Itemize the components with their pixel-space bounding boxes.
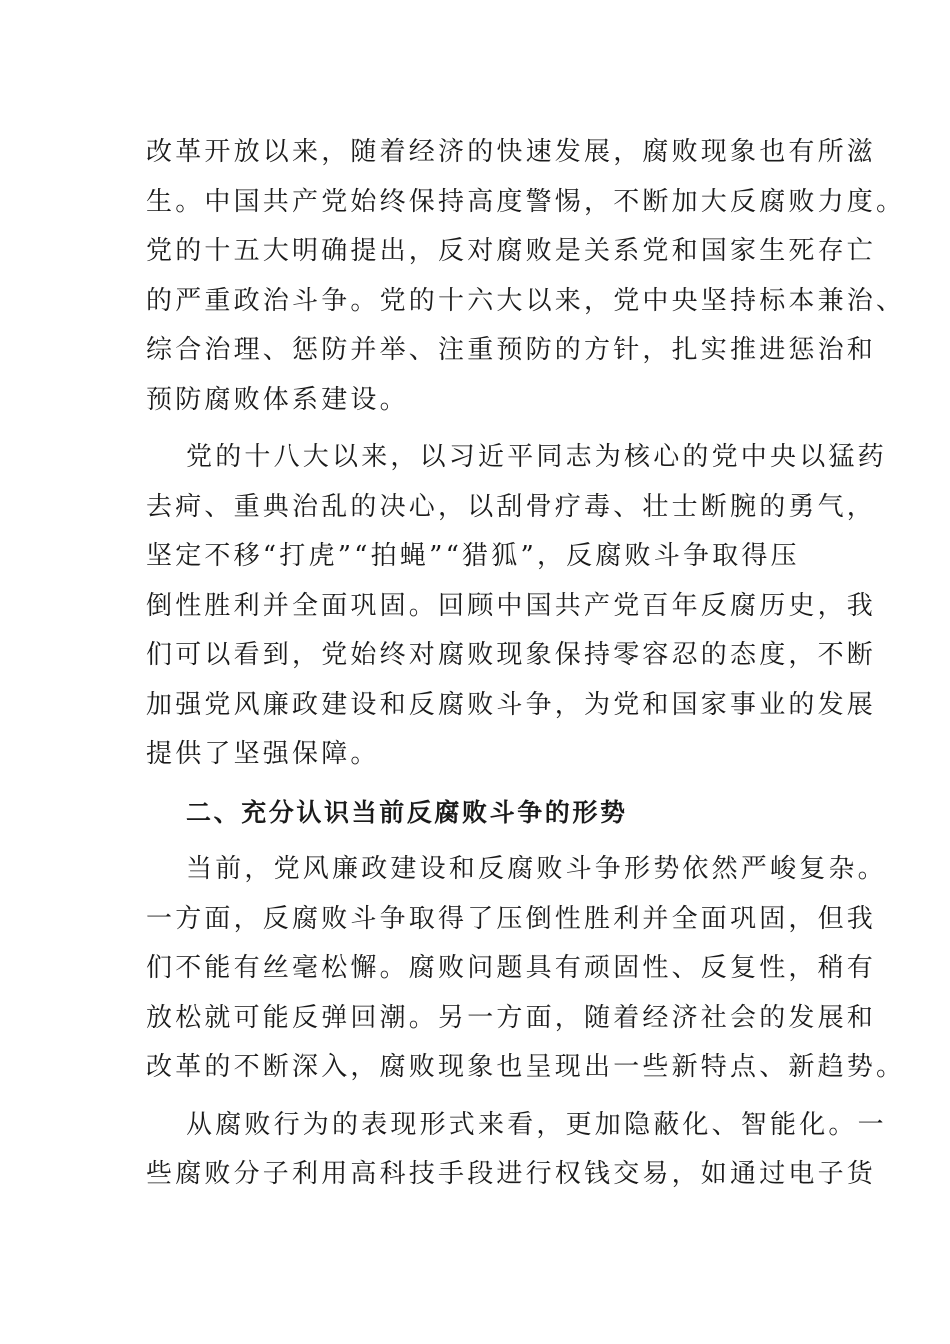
document-body — [146, 128, 906, 1200]
text-line: 党的十五大明确提出，反对腐败是关系党和国家生死存亡 — [146, 236, 877, 266]
text-line: 们可以看到，党始终对腐败现象保持零容忍的态度，不断 — [146, 640, 877, 670]
text-line: 改革的不断深入，腐败现象也呈现出一些新特点、新趋势。 — [146, 1052, 906, 1082]
text-line: 放松就可能反弹回潮。另一方面，随着经济社会的发展和 — [146, 1002, 877, 1033]
text-line: 提供了坚强保障。 — [146, 739, 380, 769]
text-line: 改革开放以来，随着经济的快速发展，腐败现象也有所滋 — [146, 137, 877, 167]
paragraph-3 — [146, 845, 906, 1093]
paragraph-1 — [146, 128, 906, 425]
text-line: 坚定不移“打虎”“拍蝇”“猎狐”，反腐败斗争取得压 — [146, 541, 800, 571]
text-line: 些腐败分子利用高科技手段进行权钱交易，如通过电子货 — [146, 1159, 877, 1189]
text-line: 们不能有丝毫松懈。腐败问题具有顽固性、反复性，稍有 — [146, 953, 877, 983]
section-heading — [146, 788, 806, 838]
text-line: 生。中国共产党始终保持高度警惕，不断加大反腐败力度。 — [146, 186, 906, 217]
text-line-first: 当前，党风廉政建设和反腐败斗争形势依然严峻复杂。 — [186, 854, 887, 884]
text-line: 综合治理、惩防并举、注重预防的方针，扎实推进惩治和 — [146, 335, 877, 365]
text-line: 去疴、重典治乱的决心，以刮骨疗毒、壮士断腕的勇气， — [146, 491, 877, 522]
section-heading-text: 二、充分认识当前反腐败斗争的形势 — [186, 797, 628, 827]
paragraph-2 — [146, 433, 887, 780]
text-line: 倒性胜利并全面巩固。回顾中国共产党百年反腐历史，我 — [146, 590, 877, 621]
text-line: 预防腐败体系建设。 — [146, 384, 409, 415]
paragraph-4 — [146, 1101, 887, 1200]
text-line-first: 从腐败行为的表现形式来看，更加隐蔽化、智能化。一 — [186, 1109, 887, 1140]
text-line: 一方面，反腐败斗争取得了压倒性胜利并全面巩固，但我 — [146, 903, 877, 934]
text-line-first: 党的十八大以来，以习近平同志为核心的党中央以猛药 — [186, 442, 887, 472]
text-line: 加强党风廉政建设和反腐败斗争，为党和国家事业的发展 — [146, 689, 877, 720]
text-line: 的严重政治斗争。党的十六大以来，党中央坚持标本兼治、 — [146, 285, 906, 316]
